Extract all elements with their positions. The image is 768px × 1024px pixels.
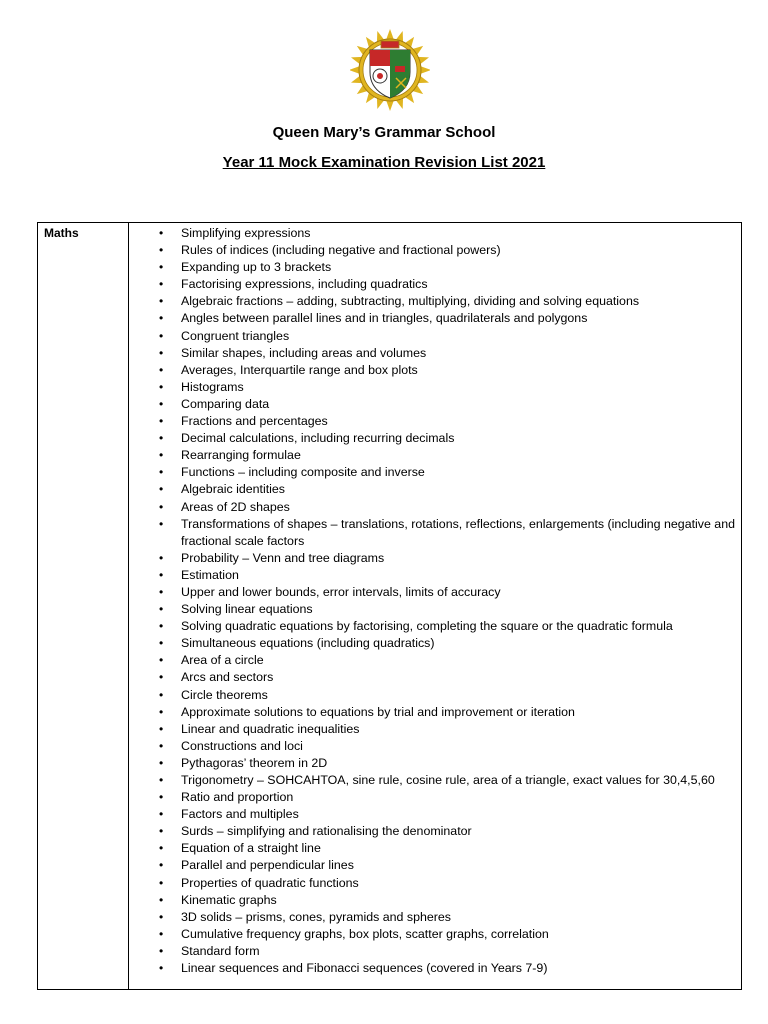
- list-item: [129, 242, 741, 259]
- topic-text: Functions – including composite and inverse: [181, 465, 425, 480]
- topic-text: Congruent triangles: [181, 328, 290, 343]
- topic-text: Surds – simplifying and rationalising the denominator: [181, 824, 472, 839]
- topic-text: Approximate solutions to equations by trial and improvement or iteration: [181, 704, 575, 719]
- list-item: [129, 892, 741, 909]
- list-item: [129, 840, 741, 857]
- bullet-icon: •: [159, 670, 164, 685]
- topic-text: Trigonometry – SOHCAHTOA, sine rule, cosine rule, area of a triangle, exact values for 30,4,5,60: [181, 773, 715, 787]
- bullet-icon: •: [159, 738, 164, 753]
- topic-text: Rearranging formulae: [181, 448, 301, 463]
- list-item: [129, 293, 741, 310]
- topic-text: Factors and multiples: [181, 807, 299, 822]
- list-item: [129, 362, 741, 379]
- list-item: [129, 430, 741, 447]
- bullet-icon: •: [159, 243, 164, 258]
- bullet-icon: •: [159, 550, 164, 565]
- revision-table: [37, 222, 742, 990]
- topic-text: Probability – Venn and tree diagrams: [181, 550, 385, 565]
- topic-text: Arcs and sectors: [181, 670, 274, 685]
- topic-text: Areas of 2D shapes: [181, 499, 290, 514]
- topics-cell: [129, 223, 741, 989]
- bullet-icon: •: [159, 636, 164, 651]
- bullet-icon: •: [159, 226, 164, 240]
- topic-text: Algebraic identities: [181, 482, 286, 497]
- bullet-icon: •: [159, 311, 164, 326]
- bullet-icon: •: [159, 943, 164, 958]
- bullet-icon: •: [159, 396, 164, 411]
- page-title: [0, 154, 768, 171]
- topic-text: Cumulative frequency graphs, box plots, scatter graphs, correlation: [181, 926, 549, 941]
- bullet-icon: •: [159, 790, 164, 805]
- list-item: [129, 806, 741, 823]
- topic-text: Comparing data: [181, 396, 270, 411]
- bullet-icon: •: [159, 431, 164, 446]
- bullet-icon: •: [159, 653, 164, 668]
- bullet-icon: •: [159, 824, 164, 839]
- topic-text: Angles between parallel lines and in triangles, quadrilaterals and polygons: [181, 311, 588, 326]
- topic-text: Transformations of shapes – translations, rotations, reflections, enlargements (including negative and fractional scale factors: [181, 516, 735, 548]
- topic-text: Area of a circle: [181, 653, 264, 668]
- bullet-icon: •: [159, 499, 164, 514]
- topics-list: [129, 225, 741, 977]
- list-item: [129, 310, 741, 327]
- topic-text: 3D solids – prisms, cones, pyramids and spheres: [181, 909, 451, 924]
- list-item: [129, 618, 741, 635]
- list-item: [129, 225, 741, 242]
- topic-text: Histograms: [181, 379, 244, 394]
- bullet-icon: •: [159, 619, 164, 634]
- list-item: [129, 464, 741, 481]
- bullet-icon: •: [159, 926, 164, 941]
- bullet-icon: •: [159, 841, 164, 856]
- list-item: [129, 669, 741, 686]
- list-item: [129, 960, 741, 977]
- list-item: [129, 687, 741, 704]
- topic-text: Properties of quadratic functions: [181, 875, 359, 890]
- list-item: [129, 943, 741, 960]
- topic-text: Factorising expressions, including quadratics: [181, 277, 428, 292]
- bullet-icon: •: [159, 362, 164, 377]
- topic-text: Solving quadratic equations by factorising, completing the square or the quadratic formula: [181, 619, 673, 634]
- topic-text: Circle theorems: [181, 687, 268, 702]
- topic-text: Expanding up to 3 brackets: [181, 260, 332, 275]
- list-item: [129, 550, 741, 567]
- bullet-icon: •: [159, 892, 164, 907]
- bullet-icon: •: [159, 379, 164, 394]
- list-item: [129, 875, 741, 892]
- bullet-icon: •: [159, 482, 164, 497]
- list-item: [129, 772, 741, 789]
- bullet-icon: •: [159, 875, 164, 890]
- bullet-icon: •: [159, 294, 164, 309]
- topic-text: Simultaneous equations (including quadratics): [181, 636, 435, 651]
- topic-text: Averages, Interquartile range and box plots: [181, 362, 418, 377]
- bullet-icon: •: [159, 807, 164, 822]
- bullet-icon: •: [159, 328, 164, 343]
- topic-text: Linear and quadratic inequalities: [181, 721, 360, 736]
- list-item: [129, 345, 741, 362]
- list-item: [129, 909, 741, 926]
- list-item: [129, 259, 741, 276]
- list-item: [129, 516, 741, 550]
- topic-text: Fractions and percentages: [181, 414, 328, 429]
- bullet-icon: •: [159, 277, 164, 292]
- bullet-icon: •: [159, 773, 164, 787]
- list-item: [129, 499, 741, 516]
- bullet-icon: •: [159, 584, 164, 599]
- bullet-icon: •: [159, 516, 164, 531]
- bullet-icon: •: [159, 448, 164, 463]
- topic-text: Upper and lower bounds, error intervals, limits of accuracy: [181, 584, 501, 599]
- list-item: [129, 328, 741, 345]
- subject-cell: Maths: [38, 223, 129, 989]
- list-item: [129, 652, 741, 669]
- list-item: [129, 635, 741, 652]
- list-item: [129, 926, 741, 943]
- list-item: [129, 789, 741, 806]
- list-item: [129, 721, 741, 738]
- bullet-icon: •: [159, 345, 164, 360]
- bullet-icon: •: [159, 260, 164, 275]
- topic-text: Ratio and proportion: [181, 790, 294, 805]
- bullet-icon: •: [159, 567, 164, 582]
- list-item: [129, 276, 741, 293]
- topic-text: Algebraic fractions – adding, subtracting, multiplying, dividing and solving equations: [181, 294, 640, 309]
- bullet-icon: •: [159, 858, 164, 873]
- list-item: [129, 584, 741, 601]
- list-item: [129, 738, 741, 755]
- school-crest-icon: [350, 28, 430, 112]
- topic-text: Constructions and loci: [181, 738, 303, 753]
- topic-text: Equation of a straight line: [181, 841, 321, 856]
- list-item: [129, 481, 741, 498]
- topic-text: Parallel and perpendicular lines: [181, 858, 354, 873]
- bullet-icon: •: [159, 909, 164, 924]
- school-name: Queen Mary’s Grammar School: [272, 124, 496, 141]
- list-item: [129, 601, 741, 618]
- bullet-icon: •: [159, 602, 164, 617]
- bullet-icon: •: [159, 721, 164, 736]
- list-item: [129, 413, 741, 430]
- list-item: [129, 567, 741, 584]
- bullet-icon: •: [159, 755, 164, 770]
- topic-text: Rules of indices (including negative and fractional powers): [181, 243, 501, 258]
- bullet-icon: •: [159, 704, 164, 719]
- topic-text: Standard form: [181, 943, 260, 958]
- list-item: [129, 447, 741, 464]
- bullet-icon: •: [159, 961, 164, 976]
- list-item: [129, 823, 741, 840]
- topic-text: Simplifying expressions: [181, 226, 311, 240]
- topic-text: Solving linear equations: [181, 602, 313, 617]
- list-item: [129, 379, 741, 396]
- bullet-icon: •: [159, 465, 164, 480]
- list-item: [129, 396, 741, 413]
- list-item: [129, 755, 741, 772]
- page-title-text: Year 11 Mock Examination Revision List 2021: [222, 154, 546, 171]
- topic-text: Pythagoras’ theorem in 2D: [181, 755, 328, 770]
- list-item: [129, 704, 741, 721]
- topic-text: Decimal calculations, including recurring decimals: [181, 431, 455, 446]
- topic-text: Estimation: [181, 567, 239, 582]
- bullet-icon: •: [159, 687, 164, 702]
- topic-text: Linear sequences and Fibonacci sequences (covered in Years 7-9): [181, 961, 548, 976]
- topic-text: Similar shapes, including areas and volumes: [181, 345, 427, 360]
- list-item: [129, 857, 741, 874]
- topic-text: Kinematic graphs: [181, 892, 277, 907]
- bullet-icon: •: [159, 414, 164, 429]
